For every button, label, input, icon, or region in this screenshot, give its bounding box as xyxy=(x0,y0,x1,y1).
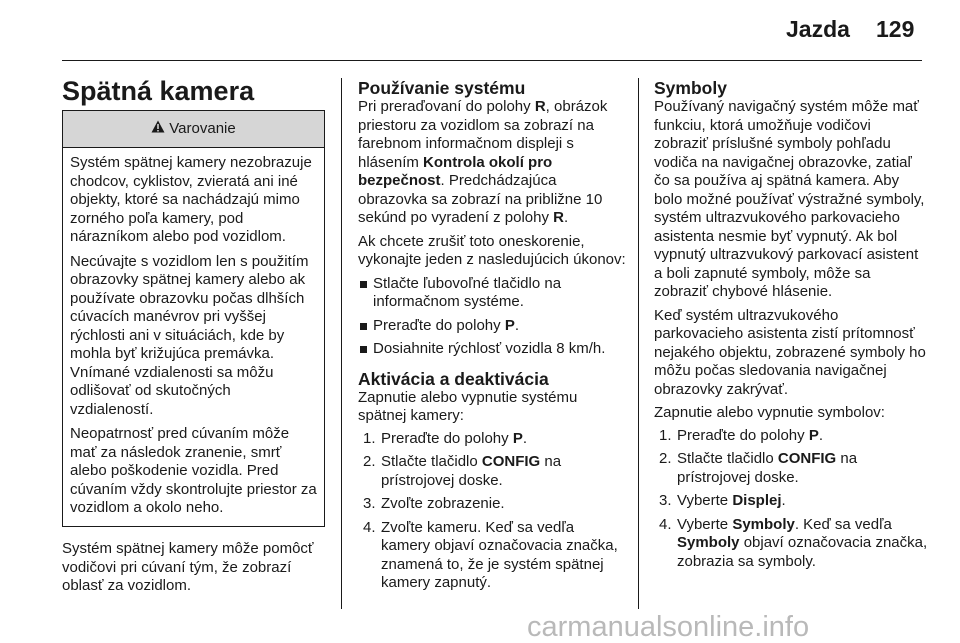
page-title: Spätná kamera xyxy=(62,76,255,106)
page-number: 129 xyxy=(876,16,915,42)
column-2 xyxy=(358,78,626,598)
list-item: 4. Vyberte Symboly. Keď sa vedľa Symboly objaví označovacia značka, zobrazia sa symboly. xyxy=(659,515,928,570)
warning-triangle-icon xyxy=(151,120,165,139)
section-heading-symbols: Symboly xyxy=(654,78,727,98)
bullet-square-icon xyxy=(360,323,367,330)
symbols-steps xyxy=(654,427,928,572)
column-3 xyxy=(654,78,928,576)
column-divider-1 xyxy=(341,78,342,609)
bullet-square-icon xyxy=(360,346,367,353)
warning-paragraph: Necúvajte s vozidlom len s použitím obrazovky spätnej kamery alebo ak používate obrazovku počas dlhších cúvacích manévrov pri vyššej rýchlosti ani v situáciách, kde by mohla byť križujúca premávka. Vnímané vzdialenosti sa môžu odlišovať od skutočných vzdialeností. xyxy=(70,252,309,418)
activation-intro: Zapnutie alebo vypnutie systému spätnej kamery: xyxy=(358,388,578,424)
list-item: 3. Zvoľte zobrazenie. xyxy=(363,495,505,512)
activation-steps xyxy=(358,430,626,593)
column-divider-2 xyxy=(638,78,639,609)
symbols-paragraph-2: Keď systém ultrazvukového parkovacieho asistenta zistí prítomnosť nejakého objektu, zobrazené symboly ho môžu počas sledovania navigačnej obrazovky zakrývať. xyxy=(654,306,926,398)
section-heading-activation: Aktivácia a deaktivácia xyxy=(358,368,549,389)
intro-paragraph: Systém spätnej kamery môže pomôcť vodičovi pri cúvaní tým, že zobrazí oblasť za vozidlom. xyxy=(62,540,314,594)
list-item: 3. Vyberte Displej. xyxy=(659,492,786,509)
warning-box xyxy=(62,110,325,527)
warning-body xyxy=(63,148,324,518)
warning-header xyxy=(63,111,324,148)
symbols-paragraph-1: Používaný navigačný systém môže mať funkciu, ktorá umožňuje vodičovi zobraziť príslušné symboly pohľadu vodiča na navigačnej obrazovke, zatiaľ čo sa používa aj spätná kamera. Aby bolo možné používať výstražné symboly, systém ultrazvukového parkovacieho asistenta nesmie byť vypnutý. Ak bol vypnutý ultrazvukový parkovací asistent a boli zapnuté symboly, môže sa zobraziť chybové hlásenie. xyxy=(654,98,925,300)
usage-paragraph-2: Ak chcete zrušiť toto oneskorenie, vykonajte jeden z nasledujúcich úkonov: xyxy=(358,232,626,268)
warning-paragraph: Neopatrnosť pred cúvaním môže mať za následok zranenie, smrť alebo poškodenie vozidla. Pred cúvaním vždy skontrolujte priestor za vozidlom a okolo neho. xyxy=(70,425,317,516)
watermark: carmanualsonline.info xyxy=(527,611,810,643)
symbols-intro: Zapnutie alebo vypnutie symbolov: xyxy=(654,404,885,421)
list-item: Dosiahnite rýchlosť vozidla 8 km/h. xyxy=(358,340,626,359)
list-item: 2. Stlačte tlačidlo CONFIG na prístrojovej doske. xyxy=(363,453,562,489)
running-header-title: Jazda xyxy=(786,16,850,42)
intro-text-block xyxy=(62,540,325,596)
list-item: 1. Preraďte do polohy P. xyxy=(659,426,823,444)
usage-paragraph-1: Pri preraďovaní do polohy R, obrázok priestoru za vozidlom sa zobrazí na farebnom informačnom displeji s hlásením Kontrola okolí pro bezpečnost. Predchádzajúca obrazovka sa zobrazí na približne 10 sekúnd po vyradení z polohy R. xyxy=(358,98,608,226)
header-rule xyxy=(62,60,922,61)
warning-paragraph: Systém spätnej kamery nezobrazuje chodcov, cyklistov, zvieratá ani iné objekty, ktoré sa nachádzajú mimo zorného poľa kamery, pod nárazníkom alebo pod vozidlom. xyxy=(70,154,312,245)
list-item: Stlačte ľubovoľné tlačidlo na informačnom systéme. xyxy=(358,275,626,312)
warning-title: Varovanie xyxy=(169,119,236,137)
list-item: 2. Stlačte tlačidlo CONFIG na prístrojovej doske. xyxy=(659,450,858,486)
list-item: 1. Preraďte do polohy P. xyxy=(363,429,527,447)
section-heading-usage: Používanie systému xyxy=(358,78,526,98)
list-item: 4. Zvoľte kameru. Keď sa vedľa kamery objaví označovacia značka, znamená to, že je systém spätnej kamery zapnutý. xyxy=(363,518,618,591)
list-item: Preraďte do polohy P. xyxy=(358,317,626,336)
usage-bullet-list xyxy=(358,275,626,359)
bullet-square-icon xyxy=(360,281,367,288)
